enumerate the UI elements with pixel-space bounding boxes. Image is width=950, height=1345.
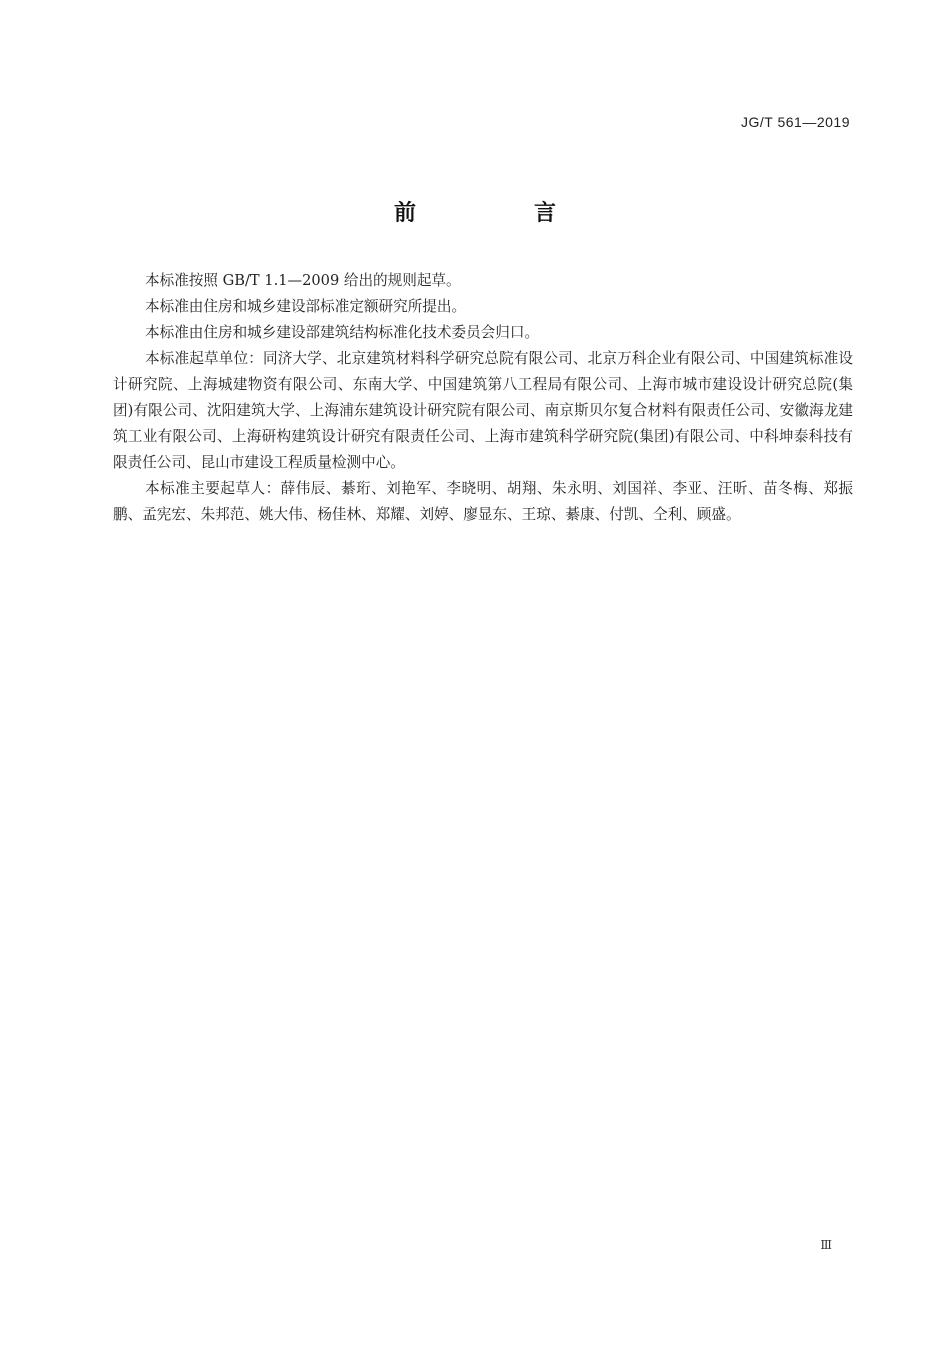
page-title: 前 言 — [393, 201, 604, 226]
page-number: Ⅲ — [820, 1238, 832, 1252]
foreword-body — [113, 268, 853, 528]
paragraph-main-drafters: 本标准主要起草人：薛伟辰、綦珩、刘艳军、李晓明、胡翔、朱永明、刘国祥、李亚、汪昕、苗冬梅、郑振鹏、孟宪宏、朱邦范、姚大伟、杨佳林、郑耀、刘婷、廖显东、王琼、綦康、付凯、仝利、顾盛。 — [113, 480, 853, 523]
document-code: JG/T 561—2019 — [741, 114, 850, 130]
paragraph-drafting-rules: 本标准按照 GB/T 1.1—2009 给出的规则起草。 — [145, 272, 461, 289]
paragraph-proposer: 本标准由住房和城乡建设部标准定额研究所提出。 — [145, 298, 467, 315]
paragraph-drafting-units: 本标准起草单位：同济大学、北京建筑材料科学研究总院有限公司、北京万科企业有限公司、中国建筑标准设计研究院、上海城建物资有限公司、东南大学、中国建筑第八工程局有限公司、上海市城市建设设计研究总院(集团)有限公司、沈阳建筑大学、上海浦东建筑设计研究院有限公司、南京斯贝尔复合材料有限责任公司、安徽海龙建筑工业有限公司、上海研构建筑设计研究有限责任公司、上海市建筑科学研究院(集团)有限公司、中科坤泰科技有限责任公司、昆山市建设工程质量检测中心。 — [113, 350, 853, 471]
paragraph-responsible-committee: 本标准由住房和城乡建设部建筑结构标准化技术委员会归口。 — [145, 324, 540, 341]
